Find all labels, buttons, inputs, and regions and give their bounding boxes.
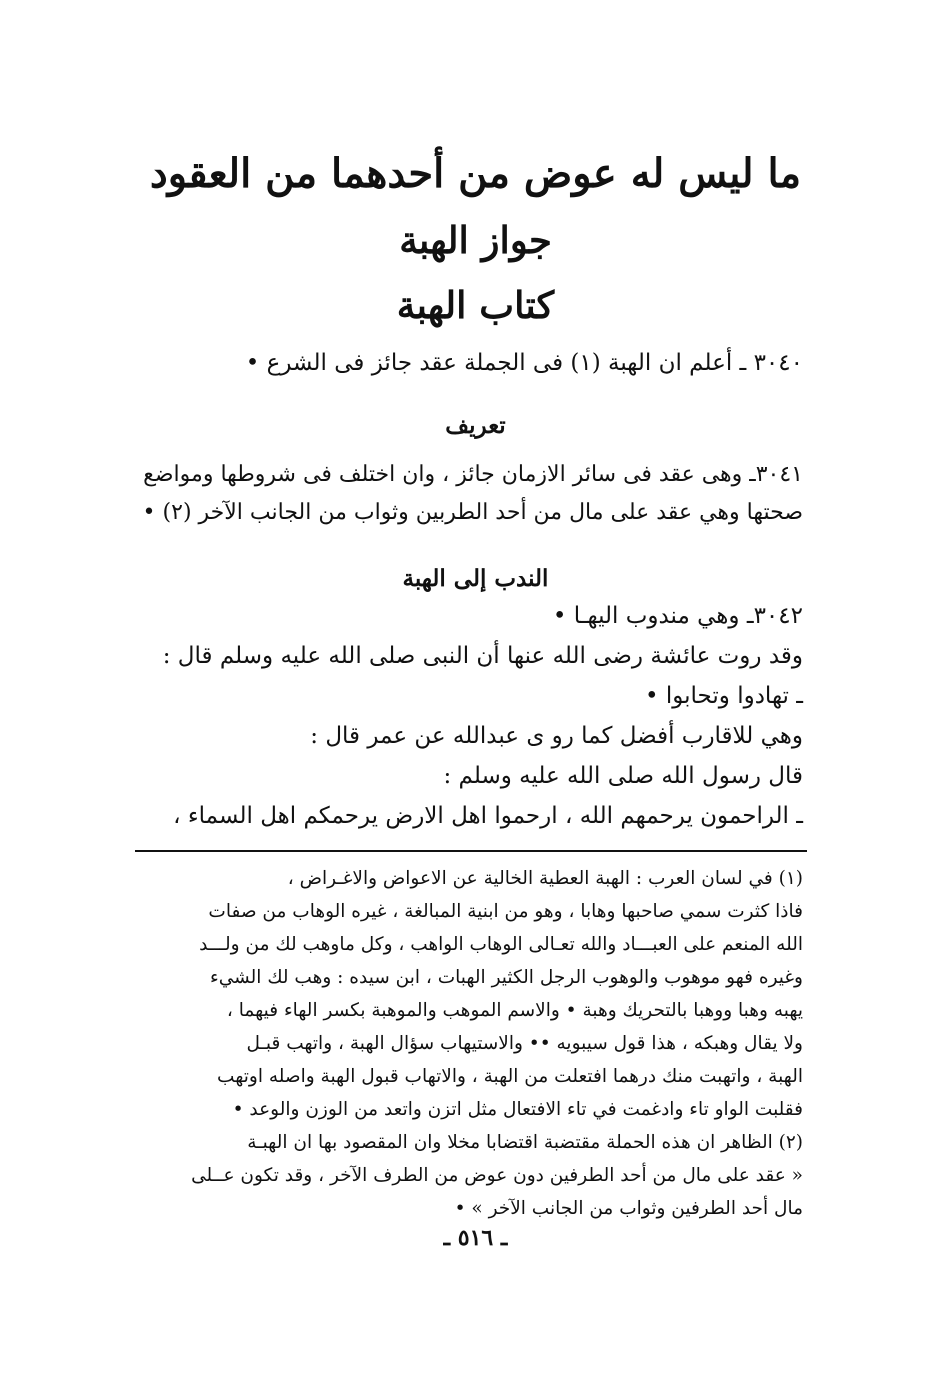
footnote-1-line-3: الله المنعم على العبـــاد والله تعـالى الوهاب الواهب ، وكل ماوهب لك من ولـــد (199, 934, 803, 955)
footnote-1-line-8: فقلبت الواو تاء وادغمت في تاء الافتعال مثل اتزن واتعد من الوزن والوعد • (232, 1099, 803, 1120)
paragraph-3041-line-2: صحتها وهي عقد على مال من أحد الطربين وثواب من الجانب الآخر (٢) • (142, 500, 803, 525)
paragraph-3042-line-5: قال رسول الله صلى الله عليه وسلم : (443, 763, 803, 789)
paragraph-3042-line-4: وهي للاقارب أفضل كما رو ى عبدالله عن عمر قال : (310, 723, 803, 749)
nadb-heading: الندب إلى الهبة (402, 565, 549, 592)
footnote-1-line-7: الهبة ، واتهبت منك درهما افتعلت من الهبة ، والاتهاب قبول الهبة واصله اوتهب (217, 1066, 803, 1087)
footnote-2-line-2: « عقد على مال من أحد الطرفين دون عوض من الطرف الآخر ، وقد تكون عــلى (191, 1165, 803, 1186)
footnote-1-line-5: يهبه وهبا ووهبا بالتحريك وهبة • والاسم الموهب والموهبة بكسر الهاء فيهما ، (226, 1000, 803, 1021)
paragraph-3042-line-3: ـ تهادوا وتحابوا • (644, 683, 803, 709)
paragraph-3042-line-6: ـ الراحمون يرحمهم الله ، ارحموا اهل الارض يرحمكم اهل السماء ، (173, 803, 803, 829)
chapter-title: ما ليس له عوض من أحدهما من العقود (149, 150, 802, 197)
page-number: ـ ٥١٦ ـ (443, 1225, 508, 1251)
footnote-2-line-1: (٢) الظاهر ان هذه الحملة مقتضبة اقتضابا مخلا وان المقصود بها ان الهبـة (247, 1132, 803, 1153)
footnote-1-line-2: فاذا كثرت سمي صاحبها وهابا ، وهو من ابنية المبالغة ، غيره الوهاب من صفات (208, 901, 803, 922)
footnote-1-line-1: (١) في لسان العرب : الهبة العطية الخالية عن الاعواض والاغـراض ، (287, 868, 803, 889)
definition-heading: تعريف (445, 412, 506, 439)
paragraph-3041-line-1: ٣٠٤١ـ وهى عقد فى سائر الازمان جائز ، وان اختلف فى شروطها ومواضع (143, 462, 803, 487)
paragraph-3040: ٣٠٤٠ ـ أعلم ان الهبة (١) فى الجملة عقد جائز فى الشرع • (245, 350, 803, 376)
footnote-1-line-6: ولا يقال وهبكه ، هذا قول سيبويه •• والاستيهاب سؤال الهبة ، واتهب قبـل (246, 1033, 803, 1054)
footnote-2-line-3: مال أحد الطرفين وثواب من الجانب الآخر » • (454, 1198, 803, 1219)
footnote-divider (135, 850, 807, 852)
section-title: جواز الهبة (399, 218, 552, 262)
paragraph-3042-line-1: ٣٠٤٢ـ وهي مندوب اليهـا • (552, 603, 803, 629)
book-title: كتاب الهبة (396, 283, 555, 327)
paragraph-3042-line-2: وقد روت عائشة رضى الله عنها أن النبى صلى الله عليه وسلم قال : (162, 643, 803, 669)
footnote-1-line-4: وغيره فهو موهوب والوهوب الرجل الكثير الهبات ، ابن سيده : وهب لك الشيء (210, 967, 803, 988)
